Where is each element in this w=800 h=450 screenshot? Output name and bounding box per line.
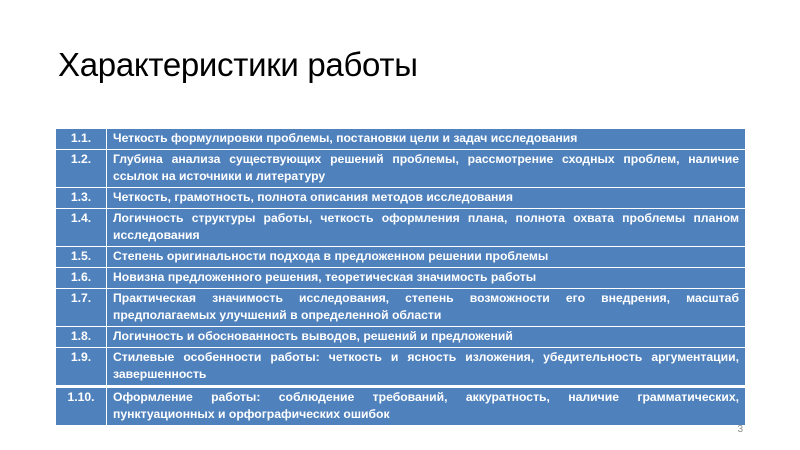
- criterion-text: Логичность структуры работы, четкость оформления плана, полнота охвата проблемы планом исследования: [107, 209, 746, 247]
- criterion-text: Четкость формулировки проблемы, постановки цели и задач исследования: [107, 129, 746, 150]
- table-row: [56, 268, 746, 289]
- table-row: [56, 247, 746, 268]
- criterion-number: 1.9.: [56, 348, 107, 387]
- criterion-number: 1.2.: [56, 150, 107, 188]
- criterion-text: Новизна предложенного решения, теоретическая значимость работы: [107, 268, 746, 289]
- criterion-number: 1.10.: [56, 387, 107, 426]
- table-row: [56, 150, 746, 188]
- criterion-number: 1.1.: [56, 129, 107, 150]
- criterion-number: 1.4.: [56, 209, 107, 247]
- criterion-text: Логичность и обоснованность выводов, решений и предложений: [107, 327, 746, 348]
- table-row: [56, 129, 746, 150]
- criterion-number: 1.6.: [56, 268, 107, 289]
- criteria-table: [55, 128, 746, 426]
- table-row: [56, 289, 746, 327]
- criterion-number: 1.3.: [56, 188, 107, 209]
- slide-title: Характеристики работы: [58, 46, 418, 83]
- table-row: [56, 188, 746, 209]
- table-row: [56, 327, 746, 348]
- criterion-text: Стилевые особенности работы: четкость и ясность изложения, убедительность аргументации, завершенность: [107, 348, 746, 387]
- criterion-number: 1.8.: [56, 327, 107, 348]
- criterion-text: Степень оригинальности подхода в предложенном решении проблемы: [107, 247, 746, 268]
- table-row: [56, 348, 746, 387]
- page-number: 3: [737, 424, 743, 435]
- criterion-text: Практическая значимость исследования, степень возможности его внедрения, масштаб предполагаемых улучшений в определенной области: [107, 289, 746, 327]
- criterion-number: 1.5.: [56, 247, 107, 268]
- table-row: [56, 387, 746, 426]
- criterion-text: Оформление работы: соблюдение требований, аккуратность, наличие грамматических, пунктуационных и орфографических ошибок: [107, 387, 746, 426]
- criterion-number: 1.7.: [56, 289, 107, 327]
- table-row: [56, 209, 746, 247]
- criterion-text: Четкость, грамотность, полнота описания методов исследования: [107, 188, 746, 209]
- criterion-text: Глубина анализа существующих решений проблемы, рассмотрение сходных проблем, наличие ссылок на источники и литературу: [107, 150, 746, 188]
